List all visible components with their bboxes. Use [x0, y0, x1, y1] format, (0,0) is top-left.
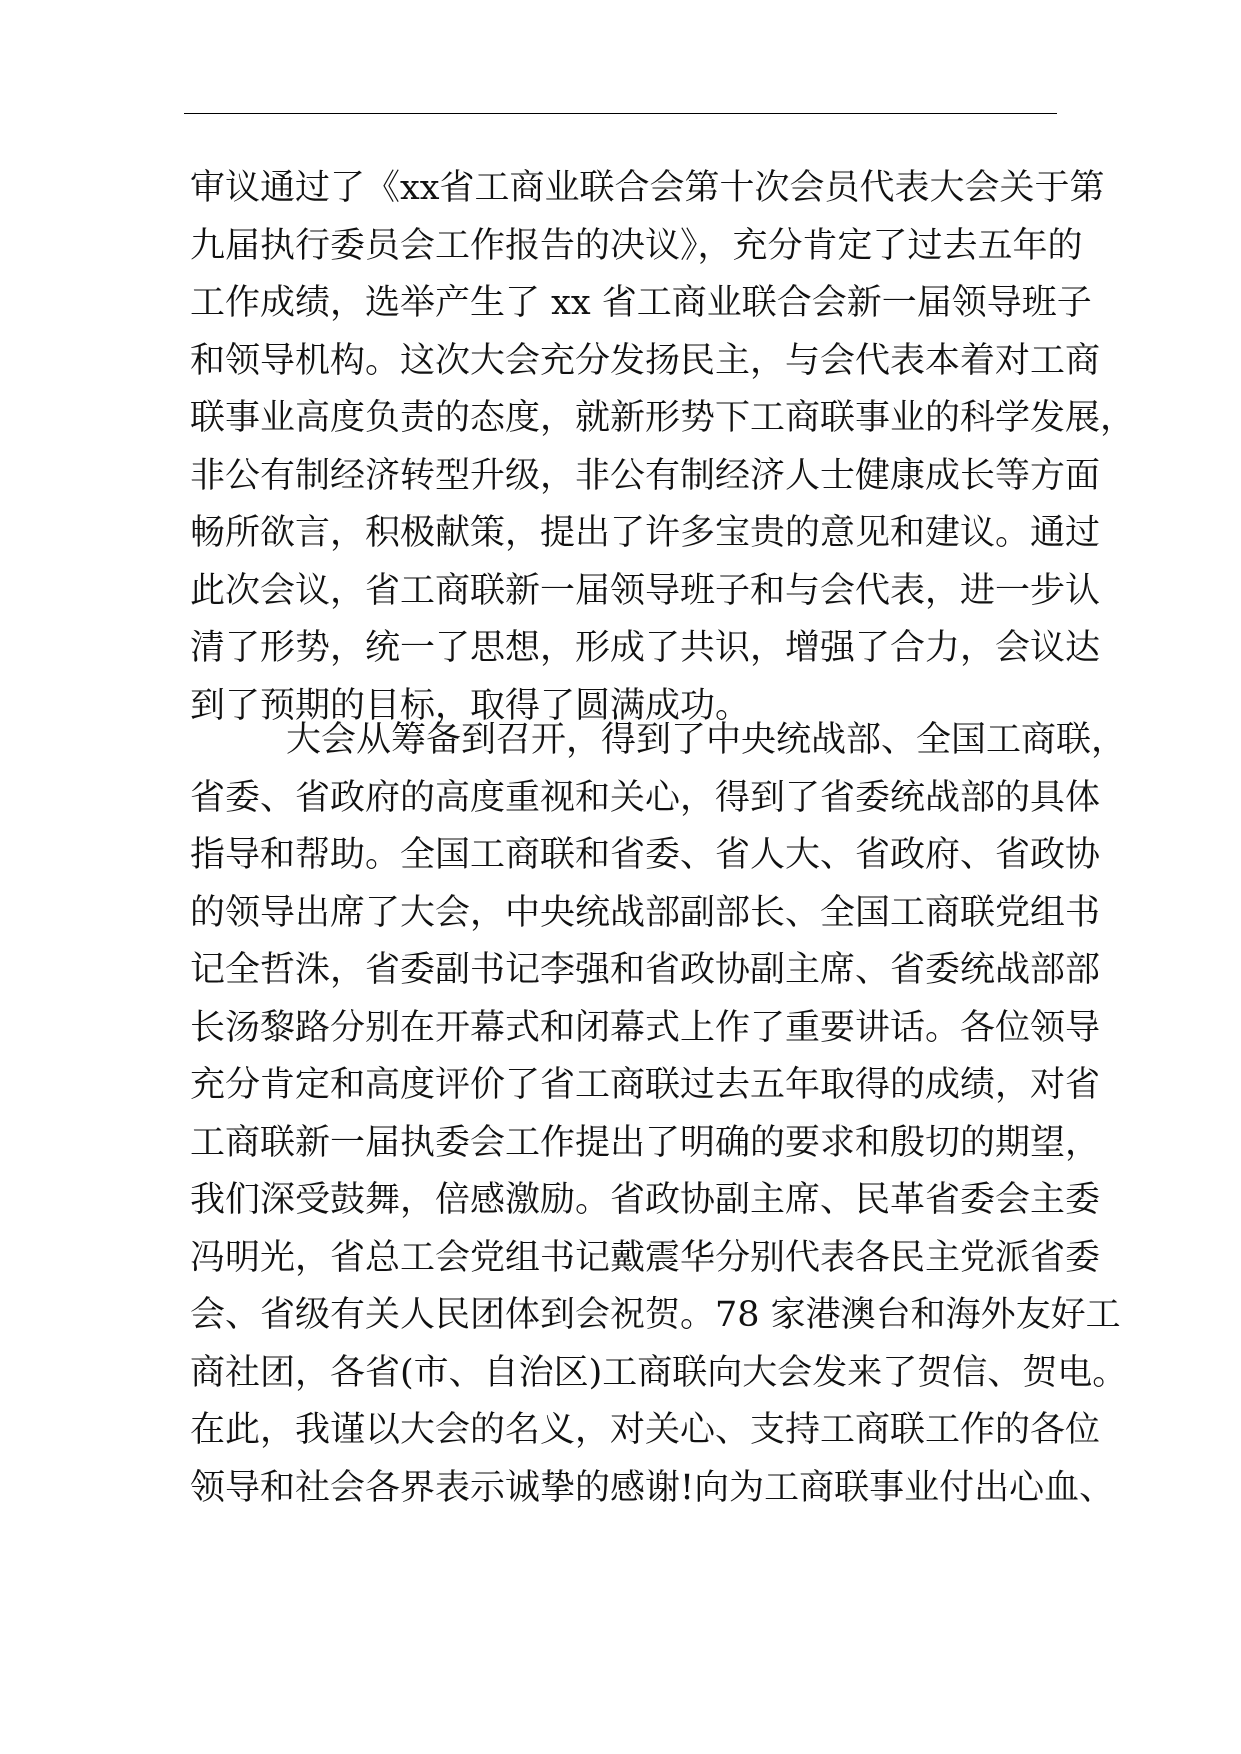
paragraph-2 [190, 712, 1128, 1517]
text-line: 我们深受鼓舞，倍感激励。省政协副主席、民革省委会主委 [190, 1180, 1101, 1220]
text-line: 记全哲洙，省委副书记李强和省政协副主席、省委统战部部 [190, 950, 1101, 990]
text-line: 会、省级有关人民团体到会祝贺。78 家港澳台和海外友好工 [190, 1295, 1121, 1335]
text-line: 省委、省政府的高度重视和关心，得到了省委统战部的具体 [190, 777, 1101, 818]
text-line: 大会从筹备到召开，得到了中央统战部、全国工商联， [286, 720, 1127, 760]
paragraph-1 [190, 160, 1136, 735]
text-line: 联事业高度负责的态度，就新形势下工商联事业的科学发展， [190, 398, 1136, 438]
text-line: 畅所欲言，积极献策，提出了许多宝贵的意见和建议。通过 [190, 513, 1101, 553]
text-line: 工作成绩，选举产生了 xx 省工商业联合会新一届领导班子 [190, 283, 1092, 323]
text-line: 的领导出席了大会，中央统战部副部长、全国工商联党组书 [190, 892, 1101, 933]
text-line: 审议通过了《xx省工商业联合会第十次会员代表大会关于第 [190, 168, 1105, 208]
text-line: 商社团，各省(市、自治区)工商联向大会发来了贺信、贺电。 [190, 1352, 1128, 1393]
text-line: 长汤黎路分别在开幕式和闭幕式上作了重要讲话。各位领导 [190, 1007, 1101, 1048]
text-line: 领导和社会各界表示诚挚的感谢!向为工商联事业付出心血、 [190, 1467, 1115, 1508]
text-line: 充分肯定和高度评价了省工商联过去五年取得的成绩，对省 [190, 1065, 1101, 1105]
text-line: 清了形势，统一了思想，形成了共识，增强了合力，会议达 [190, 628, 1101, 668]
text-line: 冯明光，省总工会党组书记戴震华分别代表各民主党派省委 [190, 1237, 1101, 1278]
text-line: 指导和帮助。全国工商联和省委、省人大、省政府、省政协 [190, 835, 1101, 875]
text-line: 工商联新一届执委会工作提出了明确的要求和殷切的期望， [190, 1122, 1101, 1163]
text-line: 到了预期的目标，取得了圆满成功。 [190, 685, 751, 726]
text-line: 在此，我谨以大会的名义，对关心、支持工商联工作的各位 [190, 1410, 1101, 1450]
header-rule [184, 113, 1057, 114]
text-line: 非公有制经济转型升级，非公有制经济人士健康成长等方面 [190, 455, 1101, 496]
text-line: 九届执行委员会工作报告的决议》，充分肯定了过去五年的 [190, 225, 1083, 266]
text-line: 和领导机构。这次大会充分发扬民主，与会代表本着对工商 [190, 340, 1101, 381]
text-line: 此次会议，省工商联新一届领导班子和与会代表，进一步认 [190, 570, 1101, 611]
